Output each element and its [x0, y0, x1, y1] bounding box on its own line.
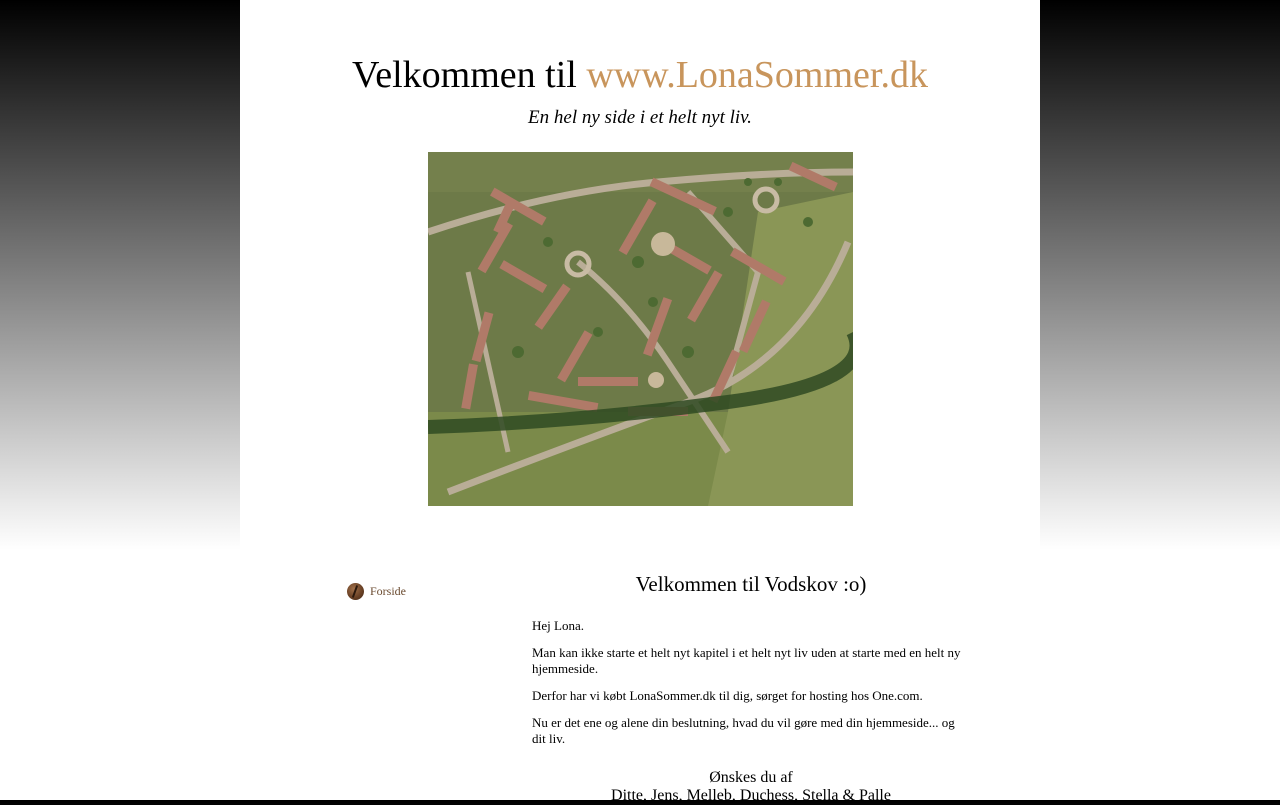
- content-body: [532, 618, 970, 758]
- signature-line-2: Ditte, Jens, Melleb, Duchess, Stella & Palle: [611, 787, 891, 804]
- paragraph-decision: Nu er det ene og alene din beslutning, hvad du vil gøre med din hjemmeside... og dit liv.: [532, 715, 955, 746]
- sidebar-item-forside[interactable]: [347, 583, 406, 600]
- signature-line-1: Ønskes du af: [709, 769, 793, 786]
- sidebar-item-label[interactable]: Forside: [370, 584, 406, 598]
- site-title-domain: www.LonaSommer.dk: [586, 54, 928, 96]
- paragraph-greeting: Hej Lona.: [532, 618, 584, 633]
- site-title: [240, 52, 1040, 98]
- paragraph-purchase: Derfor har vi købt LonaSommer.dk til dig, sørget for hosting hos One.com.: [532, 688, 923, 703]
- aerial-photo-neighborhood-image: [428, 152, 853, 506]
- site-tagline: En hel ny side i et helt nyt liv.: [528, 107, 752, 128]
- page-container: [240, 0, 1040, 804]
- aerial-photo: [428, 152, 853, 506]
- content-heading: Velkommen til Vodskov :o): [635, 572, 867, 596]
- brown-ball-bullet-icon: [347, 583, 364, 600]
- site-title-prefix: Velkommen til: [352, 54, 577, 96]
- paragraph-intro: Man kan ikke starte et helt nyt kapitel i et helt nyt liv uden at starte med en helt ny hjemmeside.: [532, 645, 961, 676]
